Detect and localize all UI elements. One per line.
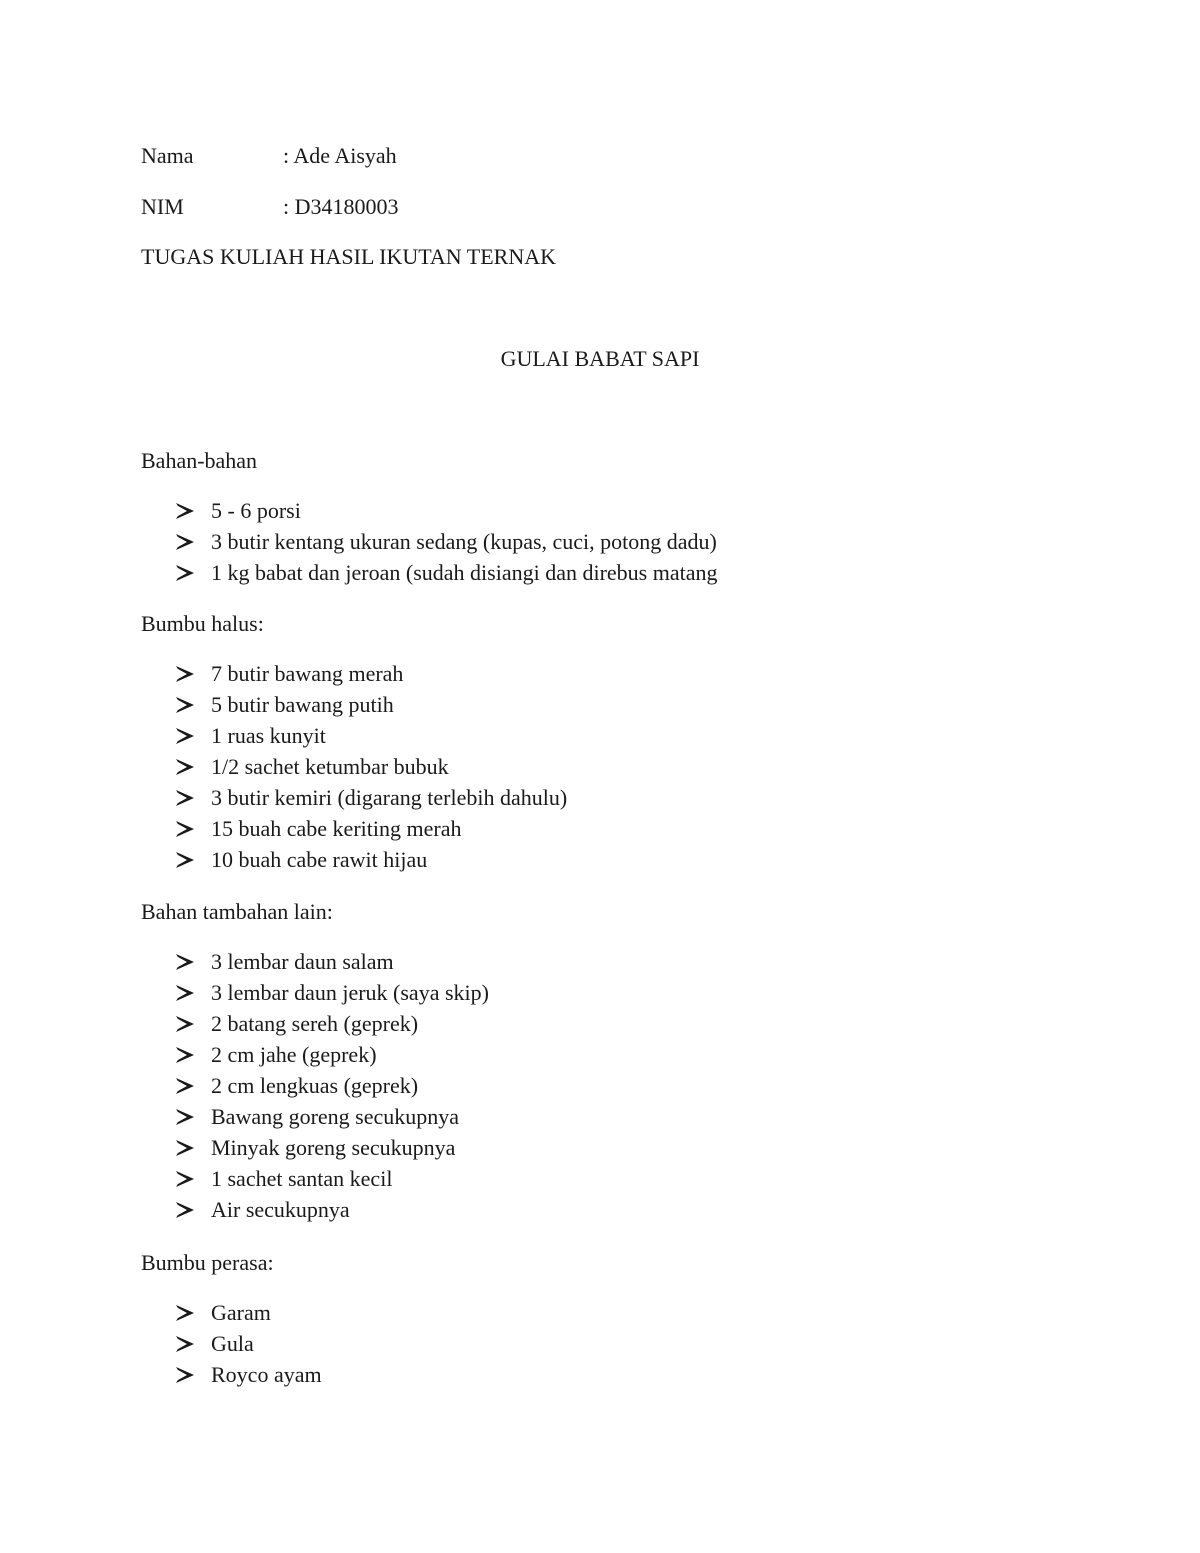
list-item: 1/2 sachet ketumbar bubuk	[176, 754, 567, 785]
arrowhead-bullet-icon	[176, 1362, 211, 1388]
arrowhead-bullet-icon	[176, 785, 211, 811]
arrowhead-bullet-icon	[176, 560, 211, 586]
list-item: 1 ruas kunyit	[176, 723, 567, 754]
arrowhead-bullet-icon	[176, 498, 211, 524]
arrowhead-bullet-icon	[176, 1166, 211, 1192]
section-heading-bumbu-perasa: Bumbu perasa:	[141, 1250, 274, 1275]
name-value: : Ade Aisyah	[283, 143, 397, 168]
list-item: 5 - 6 porsi	[176, 498, 717, 529]
bahan-list	[176, 498, 717, 591]
arrowhead-bullet-icon	[176, 1197, 211, 1223]
nim-value: : D34180003	[283, 194, 399, 219]
list-item: 2 batang sereh (geprek)	[176, 1011, 489, 1042]
list-item: 3 butir kemiri (digarang terlebih dahulu)	[176, 785, 567, 816]
arrowhead-bullet-icon	[176, 1104, 211, 1130]
bahan-tambahan-list	[176, 949, 489, 1228]
list-item: Air secukupnya	[176, 1197, 489, 1228]
list-item: Gula	[176, 1331, 322, 1362]
list-item: Bawang goreng secukupnya	[176, 1104, 489, 1135]
arrowhead-bullet-icon	[176, 723, 211, 749]
arrowhead-bullet-icon	[176, 980, 211, 1006]
nim-label: NIM	[141, 194, 184, 219]
list-item: 5 butir bawang putih	[176, 692, 567, 723]
arrowhead-bullet-icon	[176, 1042, 211, 1068]
section-heading-bumbu-halus: Bumbu halus:	[141, 611, 264, 636]
arrowhead-bullet-icon	[176, 1135, 211, 1161]
arrowhead-bullet-icon	[176, 949, 211, 975]
list-item: 7 butir bawang merah	[176, 661, 567, 692]
arrowhead-bullet-icon	[176, 1331, 211, 1357]
bumbu-halus-list	[176, 661, 567, 878]
list-item: Garam	[176, 1300, 322, 1331]
arrowhead-bullet-icon	[176, 816, 211, 842]
name-row	[141, 143, 397, 169]
arrowhead-bullet-icon	[176, 692, 211, 718]
arrowhead-bullet-icon	[176, 754, 211, 780]
list-item: 10 buah cabe rawit hijau	[176, 847, 567, 878]
bumbu-perasa-list	[176, 1300, 322, 1393]
arrowhead-bullet-icon	[176, 529, 211, 555]
list-item: Minyak goreng secukupnya	[176, 1135, 489, 1166]
arrowhead-bullet-icon	[176, 847, 211, 873]
section-heading-bahan: Bahan-bahan	[141, 448, 258, 473]
arrowhead-bullet-icon	[176, 1011, 211, 1037]
arrowhead-bullet-icon	[176, 1300, 211, 1326]
list-item: 2 cm jahe (geprek)	[176, 1042, 489, 1073]
section-heading-bahan-tambahan: Bahan tambahan lain:	[141, 899, 333, 924]
list-item: 2 cm lengkuas (geprek)	[176, 1073, 489, 1104]
course-title: TUGAS KULIAH HASIL IKUTAN TERNAK	[141, 244, 556, 269]
list-item: Royco ayam	[176, 1362, 322, 1393]
list-item: 1 sachet santan kecil	[176, 1166, 489, 1197]
list-item: 3 lembar daun salam	[176, 949, 489, 980]
name-label: Nama	[141, 143, 194, 168]
list-item: 1 kg babat dan jeroan (sudah disiangi dan direbus matang	[176, 560, 717, 591]
list-item: 3 butir kentang ukuran sedang (kupas, cuci, potong dadu)	[176, 529, 717, 560]
list-item: 3 lembar daun jeruk (saya skip)	[176, 980, 489, 1011]
page-title: GULAI BABAT SAPI	[500, 346, 700, 371]
arrowhead-bullet-icon	[176, 1073, 211, 1099]
list-item: 15 buah cabe keriting merah	[176, 816, 567, 847]
arrowhead-bullet-icon	[176, 661, 211, 687]
nim-row	[141, 194, 399, 220]
